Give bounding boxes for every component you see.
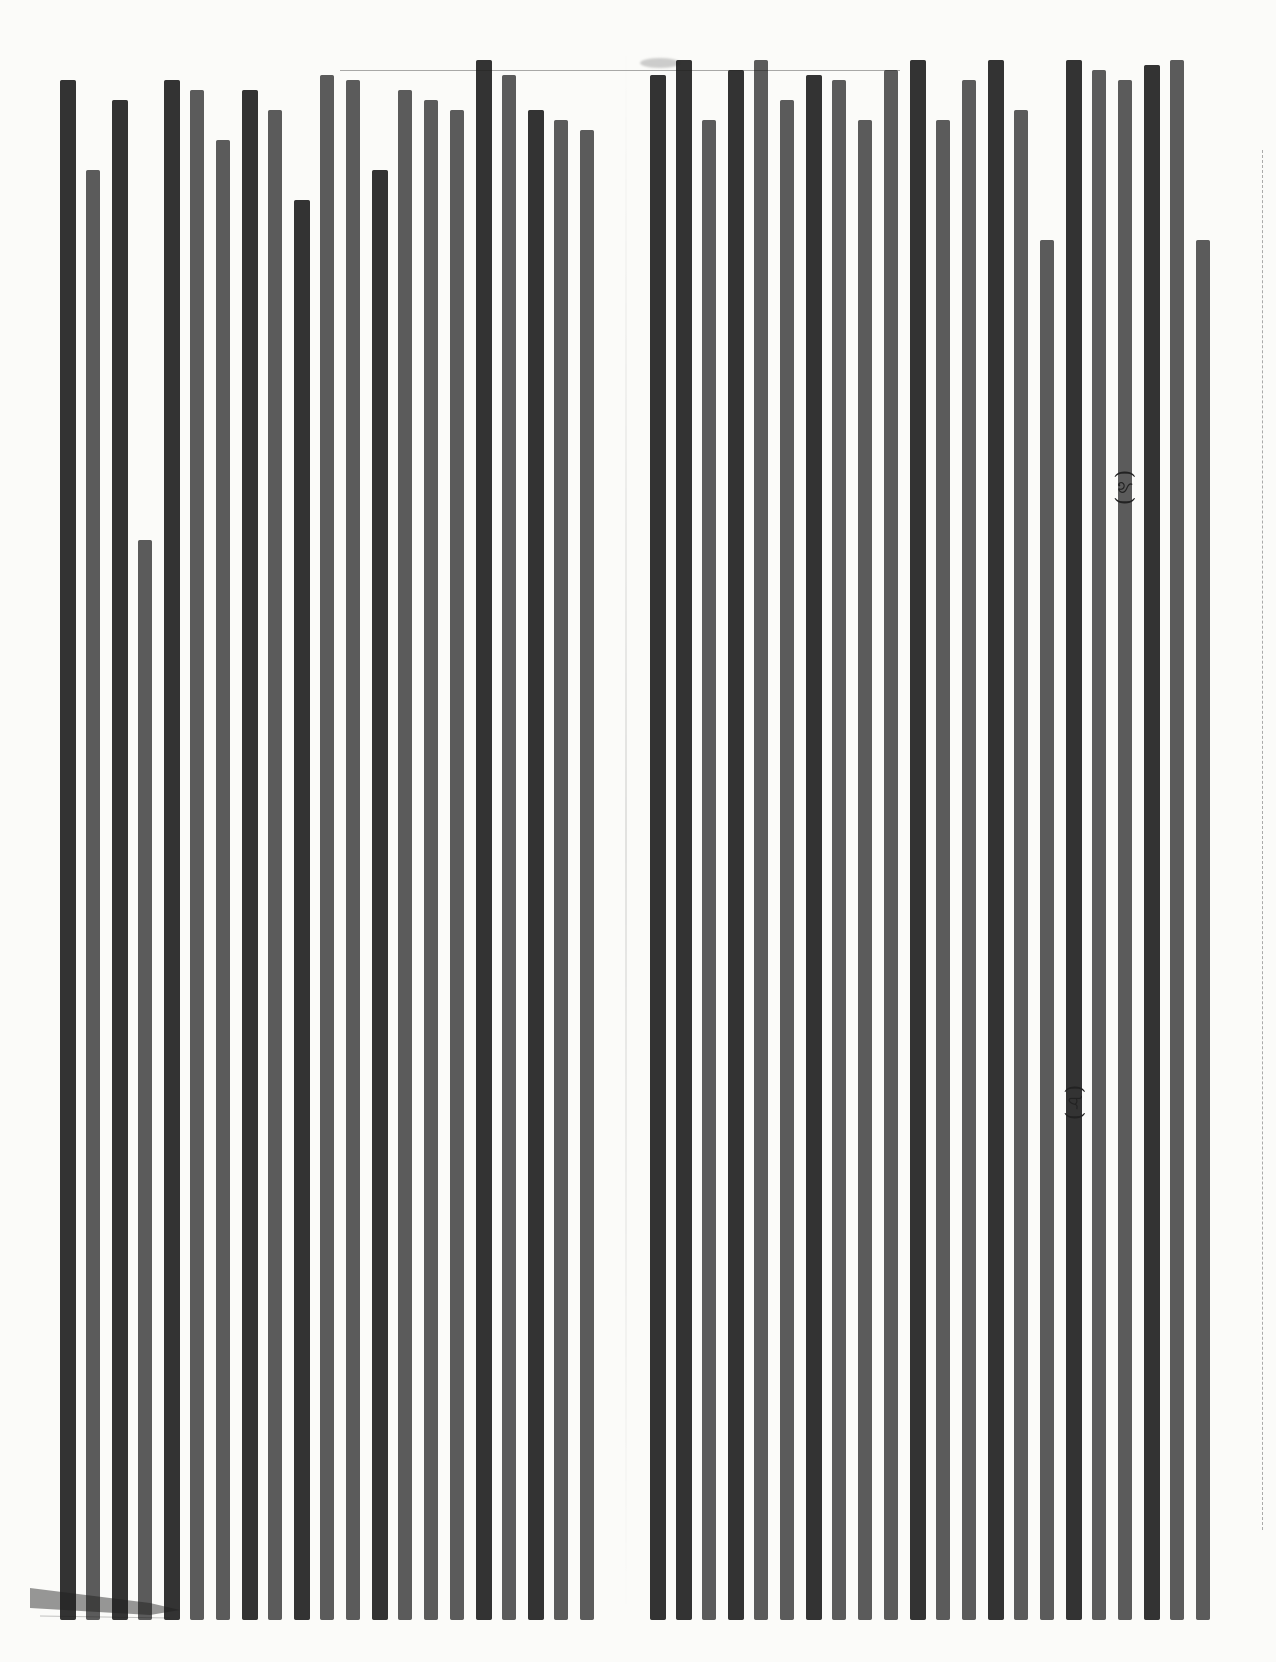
- text-line: [372, 170, 388, 1620]
- text-line: [216, 140, 230, 1620]
- text-line: [1092, 70, 1106, 1620]
- text-line: [962, 80, 976, 1620]
- text-line: [580, 130, 594, 1620]
- page-crease: [625, 40, 627, 1620]
- left-page-number: (৮): [1062, 1084, 1088, 1123]
- text-line: [676, 60, 692, 1620]
- text-line: [1014, 110, 1028, 1620]
- text-line: [650, 75, 666, 1620]
- text-line: [190, 90, 204, 1620]
- text-line: [832, 80, 846, 1620]
- text-line: [702, 120, 716, 1620]
- text-line: [754, 60, 768, 1620]
- text-line: [1144, 65, 1160, 1620]
- right-edge-dashed-line: [1262, 150, 1264, 1530]
- text-line: [268, 110, 282, 1620]
- text-line: [242, 90, 258, 1620]
- text-line: [528, 110, 544, 1620]
- text-line: [398, 90, 412, 1620]
- text-line: [1170, 60, 1184, 1620]
- text-line: [86, 170, 100, 1620]
- left-page-text-lines: [60, 40, 620, 1620]
- right-page-number: (৯): [1112, 469, 1138, 508]
- text-line: [476, 60, 492, 1620]
- text-line: [1066, 60, 1082, 1620]
- text-line: [60, 80, 76, 1620]
- text-line: [138, 540, 152, 1620]
- right-page: [650, 0, 1230, 1662]
- text-line: [780, 100, 794, 1620]
- text-line: [346, 80, 360, 1620]
- text-line: [1196, 240, 1210, 1620]
- text-line: [858, 120, 872, 1620]
- text-line: [988, 60, 1004, 1620]
- text-line: [294, 200, 310, 1620]
- left-page: [60, 0, 620, 1662]
- text-line: [112, 100, 128, 1620]
- text-line: [450, 110, 464, 1620]
- text-line: [806, 75, 822, 1620]
- right-page-text-lines: [650, 40, 1230, 1620]
- text-line: [1118, 80, 1132, 1620]
- text-line: [554, 120, 568, 1620]
- text-line: [728, 70, 744, 1620]
- text-line: [164, 80, 180, 1620]
- text-line: [424, 100, 438, 1620]
- text-line: [884, 70, 898, 1620]
- text-line: [936, 120, 950, 1620]
- text-line: [320, 75, 334, 1620]
- text-line: [502, 75, 516, 1620]
- text-line: [1040, 240, 1054, 1620]
- text-line: [910, 60, 926, 1620]
